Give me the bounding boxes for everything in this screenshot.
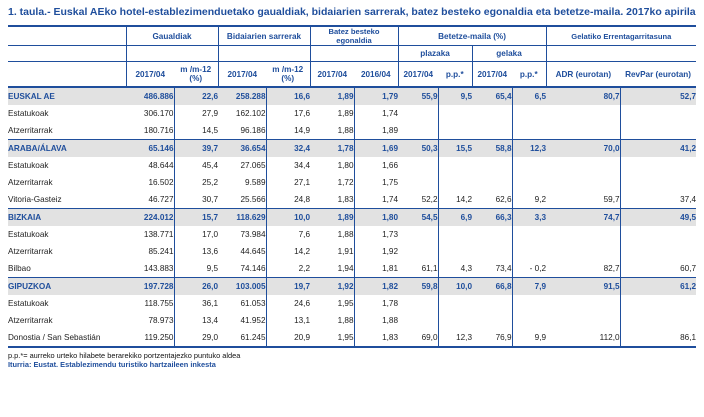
row-label: Estatukoak (8, 230, 49, 239)
cell-r11-c9: 7,9 (512, 278, 546, 296)
cell-r12-c8 (472, 295, 512, 312)
row-label: Donostia / San Sebastián (8, 333, 101, 342)
cell-r5-c3: 27,1 (266, 174, 310, 191)
cell-r14-c2: 61.245 (240, 333, 266, 342)
cell-r8-c3: 7,6 (266, 226, 310, 243)
header-subgroup-blank-1 (8, 46, 126, 62)
row-label: Vitoria-Gasteiz (8, 195, 62, 204)
cell-r2-c10 (546, 122, 620, 140)
cell-r2-c11 (620, 122, 696, 140)
cell-r10-c6: 61,1 (421, 264, 438, 273)
header-col-2: 2017/04 (218, 62, 266, 88)
cell-r14-c4: 1,95 (337, 333, 354, 342)
cell-r14-c0: 119.250 (144, 333, 174, 342)
cell-r10-c5: 1,81 (354, 260, 398, 278)
cell-r12-c1: 36,1 (174, 295, 218, 312)
table-header (8, 26, 696, 87)
header-group-batez-besteko-egonaldia: Batez besteko egonaldia (310, 26, 398, 46)
row-label: Estatukoak (8, 109, 49, 118)
cell-r9-c2: 44.645 (240, 247, 266, 256)
cell-r11-c1: 26,0 (174, 278, 218, 296)
header-corner-blank (8, 26, 126, 46)
header-subgroup-row (8, 46, 696, 62)
cell-r8-c2: 73.984 (240, 230, 266, 239)
cell-r10-c8: 73,4 (495, 264, 512, 273)
cell-r11-c7: 10,0 (438, 278, 472, 296)
cell-r3-c2: 36.654 (218, 140, 266, 158)
cell-r1-c3: 17,6 (266, 105, 310, 122)
cell-r1-c4: 1,89 (337, 109, 354, 118)
header-group-row (8, 26, 696, 46)
header-subgroup-blank-3 (218, 46, 310, 62)
table-row (8, 122, 696, 140)
cell-r3-c10: 70,0 (546, 140, 620, 158)
header-subgroup-blank-5 (546, 46, 696, 62)
cell-r1-c11 (620, 105, 696, 122)
header-col-8: 2017/04 (472, 62, 512, 88)
table-body (8, 87, 696, 347)
cell-r9-c5: 1,92 (354, 243, 398, 260)
cell-r8-c6 (398, 226, 438, 243)
cell-r5-c6 (398, 174, 438, 191)
cell-r5-c5: 1,75 (354, 174, 398, 191)
cell-r1-c10 (546, 105, 620, 122)
cell-r11-c11: 61,2 (620, 278, 696, 296)
cell-r0-c8: 65,4 (472, 87, 512, 105)
cell-r9-c6 (398, 243, 438, 260)
header-col-0: 2017/04 (126, 62, 174, 88)
cell-r4-c3: 34,4 (266, 157, 310, 174)
cell-r5-c1: 25,2 (174, 174, 218, 191)
cell-r5-c4: 1,72 (337, 178, 354, 187)
cell-r5-c11 (620, 174, 696, 191)
cell-r4-c10 (546, 157, 620, 174)
cell-r13-c0: 78.973 (148, 316, 174, 325)
cell-r11-c5: 1,82 (354, 278, 398, 296)
cell-r7-c8: 66,3 (472, 209, 512, 227)
cell-r0-c6: 55,9 (398, 87, 438, 105)
cell-r3-c11: 41,2 (620, 140, 696, 158)
cell-r0-c11: 52,7 (620, 87, 696, 105)
cell-r12-c10 (546, 295, 620, 312)
cell-r9-c4: 1,91 (337, 247, 354, 256)
cell-r7-c9: 3,3 (512, 209, 546, 227)
cell-r5-c7 (438, 174, 472, 191)
cell-r11-c2: 103.005 (218, 278, 266, 296)
cell-r3-c6: 50,3 (398, 140, 438, 158)
cell-r13-c11 (620, 312, 696, 329)
cell-r13-c8 (472, 312, 512, 329)
cell-r5-c0: 16.502 (148, 178, 174, 187)
cell-r13-c2: 41.952 (240, 316, 266, 325)
cell-r3-c7: 15,5 (438, 140, 472, 158)
cell-r13-c7 (438, 312, 472, 329)
cell-r2-c4: 1,88 (337, 126, 354, 135)
cell-r3-c1: 39,7 (174, 140, 218, 158)
footnote-pp: p.p.*= aurreko urteko hilabete berarekiko portzentajezko puntuko aldea (8, 351, 241, 360)
row-label: EUSKAL AE (8, 87, 126, 105)
cell-r8-c0: 138.771 (143, 230, 174, 239)
cell-r14-c1: 29,0 (174, 329, 218, 347)
cell-r10-c4: 1,94 (337, 264, 354, 273)
cell-r11-c10: 91,5 (546, 278, 620, 296)
cell-r0-c1: 22,6 (174, 87, 218, 105)
cell-r6-c7: 14,2 (438, 191, 472, 209)
cell-r2-c7 (438, 122, 472, 140)
header-group-gaualdiak: Gaualdiak (126, 26, 218, 46)
cell-r12-c5: 1,78 (354, 295, 398, 312)
row-label: Atzerritarrak (8, 126, 53, 135)
cell-r1-c8 (472, 105, 512, 122)
row-label: Atzerritarrak (8, 247, 53, 256)
cell-r7-c3: 10,0 (266, 209, 310, 227)
cell-r4-c4: 1,80 (337, 161, 354, 170)
cell-r6-c5: 1,74 (354, 191, 398, 209)
cell-r2-c0: 180.716 (143, 126, 174, 135)
cell-r6-c3: 24,8 (266, 191, 310, 209)
cell-r10-c10: 82,7 (603, 264, 620, 273)
cell-r12-c6 (398, 295, 438, 312)
cell-r10-c9: - 0,2 (512, 260, 546, 278)
cell-r3-c5: 1,69 (354, 140, 398, 158)
row-label: ARABA/ÁLAVA (8, 140, 126, 158)
cell-r14-c5: 1,83 (354, 329, 398, 347)
header-col-blank (8, 62, 126, 88)
table-row (8, 226, 696, 243)
cell-r14-c10: 112,0 (599, 333, 620, 342)
cell-r12-c7 (438, 295, 472, 312)
cell-r9-c11 (620, 243, 696, 260)
header-col-6: 2017/04 (398, 62, 438, 88)
header-group-errentagarritasuna: Gelatiko Errentagarritasuna (546, 26, 696, 46)
table-row (8, 174, 696, 191)
cell-r2-c3: 14,9 (266, 122, 310, 140)
cell-r8-c10 (546, 226, 620, 243)
header-group-bidaiarien-sarrerak: Bidaiarien sarrerak (218, 26, 310, 46)
cell-r4-c1: 45,4 (174, 157, 218, 174)
cell-r1-c1: 27,9 (174, 105, 218, 122)
cell-r12-c0: 118.755 (144, 299, 174, 308)
cell-r11-c6: 59,8 (398, 278, 438, 296)
table-row (8, 105, 696, 122)
cell-r9-c9 (512, 243, 546, 260)
table-row (8, 329, 696, 347)
cell-r1-c6 (398, 105, 438, 122)
row-label: Atzerritarrak (8, 316, 53, 325)
cell-r0-c3: 16,6 (266, 87, 310, 105)
cell-r0-c4: 1,89 (310, 87, 354, 105)
cell-r7-c6: 54,5 (398, 209, 438, 227)
cell-r9-c8 (472, 243, 512, 260)
header-col-7: p.p.* (438, 62, 472, 88)
cell-r14-c11: 86,1 (620, 329, 696, 347)
header-subgroup-gelaka: gelaka (472, 46, 546, 62)
cell-r4-c8 (472, 157, 512, 174)
cell-r3-c9: 12,3 (512, 140, 546, 158)
cell-r11-c4: 1,92 (310, 278, 354, 296)
header-group-betetze-maila: Betetze-maila (%) (398, 26, 546, 46)
cell-r6-c11: 37,4 (620, 191, 696, 209)
cell-r13-c1: 13,4 (174, 312, 218, 329)
cell-r4-c9 (512, 157, 546, 174)
cell-r5-c10 (546, 174, 620, 191)
cell-r6-c4: 1,83 (337, 195, 354, 204)
row-label: GIPUZKOA (8, 278, 126, 296)
cell-r8-c11 (620, 226, 696, 243)
cell-r8-c7 (438, 226, 472, 243)
cell-r8-c5: 1,73 (354, 226, 398, 243)
header-col-9: p.p.* (512, 62, 546, 88)
cell-r10-c0: 143.883 (143, 264, 174, 273)
cell-r1-c2: 162.102 (235, 109, 266, 118)
cell-r10-c7: 4,3 (438, 260, 472, 278)
cell-r4-c5: 1,66 (354, 157, 398, 174)
header-subgroup-blank-2 (126, 46, 218, 62)
cell-r9-c0: 85.241 (148, 247, 174, 256)
cell-r6-c8: 62,6 (495, 195, 512, 204)
cell-r7-c7: 6,9 (438, 209, 472, 227)
header-col-10: ADR (eurotan) (546, 62, 620, 88)
cell-r6-c10: 59,7 (603, 195, 620, 204)
cell-r2-c5: 1,89 (354, 122, 398, 140)
table-row (8, 191, 696, 209)
cell-r6-c9: 9,2 (512, 191, 546, 209)
cell-r4-c11 (620, 157, 696, 174)
cell-r7-c5: 1,80 (354, 209, 398, 227)
cell-r7-c4: 1,89 (310, 209, 354, 227)
cell-r10-c1: 9,5 (174, 260, 218, 278)
cell-r10-c2: 74.146 (240, 264, 266, 273)
cell-r13-c10 (546, 312, 620, 329)
table-row (8, 140, 696, 158)
cell-r7-c0: 224.012 (126, 209, 174, 227)
cell-r11-c3: 19,7 (266, 278, 310, 296)
cell-r11-c0: 197.728 (126, 278, 174, 296)
footnote-source: Iturria: Eustat. Establezimendu turistiko hartzaileen inkesta (8, 360, 216, 369)
cell-r8-c9 (512, 226, 546, 243)
cell-r3-c8: 58,8 (472, 140, 512, 158)
cell-r7-c10: 74,7 (546, 209, 620, 227)
cell-r5-c9 (512, 174, 546, 191)
cell-r13-c6 (398, 312, 438, 329)
cell-r1-c0: 306.170 (143, 109, 174, 118)
header-column-row (8, 62, 696, 88)
table-footnotes (8, 351, 696, 369)
cell-r9-c7 (438, 243, 472, 260)
cell-r13-c5: 1,88 (354, 312, 398, 329)
cell-r8-c4: 1,88 (337, 230, 354, 239)
cell-r14-c7: 12,3 (438, 329, 472, 347)
header-col-5: 2016/04 (354, 62, 398, 88)
cell-r2-c6 (398, 122, 438, 140)
table-row (8, 209, 696, 227)
row-label: BIZKAIA (8, 209, 126, 227)
cell-r6-c1: 30,7 (174, 191, 218, 209)
header-col-4: 2017/04 (310, 62, 354, 88)
cell-r12-c4: 1,95 (337, 299, 354, 308)
header-subgroup-blank-4 (310, 46, 398, 62)
cell-r3-c4: 1,78 (310, 140, 354, 158)
cell-r0-c0: 486.886 (126, 87, 174, 105)
cell-r9-c1: 13,6 (174, 243, 218, 260)
cell-r1-c5: 1,74 (354, 105, 398, 122)
cell-r6-c0: 46.727 (148, 195, 174, 204)
cell-r3-c3: 32,4 (266, 140, 310, 158)
cell-r0-c2: 258.288 (218, 87, 266, 105)
cell-r0-c7: 9,5 (438, 87, 472, 105)
cell-r7-c11: 49,5 (620, 209, 696, 227)
cell-r0-c5: 1,79 (354, 87, 398, 105)
cell-r12-c3: 24,6 (266, 295, 310, 312)
cell-r4-c0: 48.644 (148, 161, 174, 170)
cell-r12-c9 (512, 295, 546, 312)
cell-r2-c9 (512, 122, 546, 140)
cell-r9-c10 (546, 243, 620, 260)
cell-r13-c3: 13,1 (266, 312, 310, 329)
header-subgroup-plazaka: plazaka (398, 46, 472, 62)
cell-r0-c10: 80,7 (546, 87, 620, 105)
header-col-3: m /m-12 (%) (266, 62, 310, 88)
cell-r5-c2: 9.589 (245, 178, 266, 187)
cell-r2-c1: 14,5 (174, 122, 218, 140)
header-col-11: RevPar (eurotan) (620, 62, 696, 88)
table-row (8, 278, 696, 296)
row-label: Atzerritarrak (8, 178, 53, 187)
cell-r1-c7 (438, 105, 472, 122)
cell-r2-c8 (472, 122, 512, 140)
row-label: Bilbao (8, 264, 31, 273)
cell-r2-c2: 96.186 (240, 126, 266, 135)
cell-r4-c6 (398, 157, 438, 174)
cell-r12-c2: 61.053 (240, 299, 266, 308)
table-row (8, 312, 696, 329)
cell-r11-c8: 66,8 (472, 278, 512, 296)
cell-r8-c1: 17,0 (174, 226, 218, 243)
table-row (8, 87, 696, 105)
cell-r9-c3: 14,2 (266, 243, 310, 260)
cell-r10-c3: 2,2 (266, 260, 310, 278)
cell-r3-c0: 65.146 (126, 140, 174, 158)
cell-r7-c2: 118.629 (218, 209, 266, 227)
cell-r6-c6: 52,2 (421, 195, 438, 204)
row-label: Estatukoak (8, 161, 49, 170)
cell-r10-c11: 60,7 (620, 260, 696, 278)
table-row (8, 157, 696, 174)
cell-r7-c1: 15,7 (174, 209, 218, 227)
cell-r12-c11 (620, 295, 696, 312)
cell-r5-c8 (472, 174, 512, 191)
header-col-1: m /m-12 (%) (174, 62, 218, 88)
page-title: 1. taula.- Euskal AEko hotel-establezimenduetako gaualdiak, bidaiarien sarrerak, batez besteko egonaldia eta betetze-maila. 2017ko apirila (8, 6, 696, 18)
cell-r0-c9: 6,5 (512, 87, 546, 105)
row-label: Estatukoak (8, 299, 49, 308)
statistics-table (8, 25, 696, 348)
cell-r8-c8 (472, 226, 512, 243)
cell-r4-c2: 27.065 (240, 161, 266, 170)
cell-r14-c3: 20,9 (266, 329, 310, 347)
table-row (8, 295, 696, 312)
cell-r1-c9 (512, 105, 546, 122)
cell-r4-c7 (438, 157, 472, 174)
cell-r13-c4: 1,88 (337, 316, 354, 325)
cell-r14-c6: 69,0 (421, 333, 438, 342)
cell-r6-c2: 25.566 (240, 195, 266, 204)
table-row (8, 260, 696, 278)
cell-r14-c8: 76,9 (495, 333, 512, 342)
cell-r14-c9: 9,9 (512, 329, 546, 347)
cell-r13-c9 (512, 312, 546, 329)
table-row (8, 243, 696, 260)
